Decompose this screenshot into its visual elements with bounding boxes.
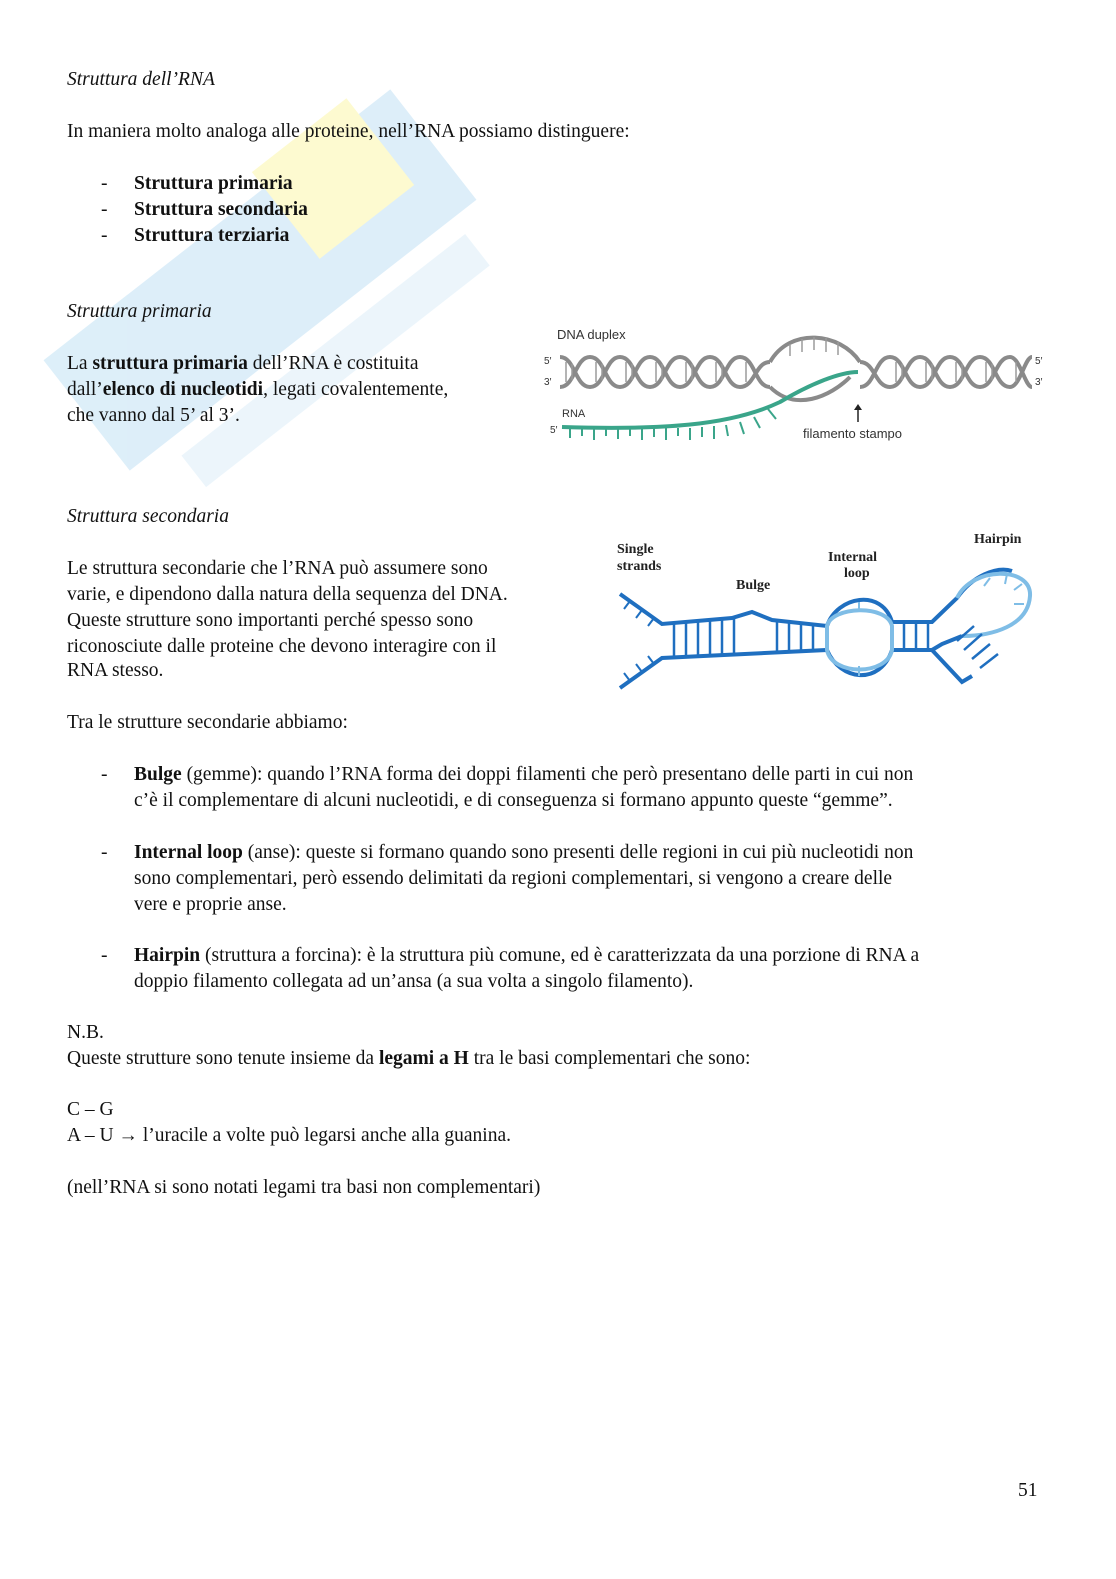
secondary-types-intro: Tra le strutture secondarie abbiamo:	[67, 712, 348, 733]
text-run: , legati covalentemente,	[263, 379, 449, 400]
secondary-para-line: riconosciute dalle proteine che devono interagire con il	[67, 636, 497, 657]
internal-loop-label: Internal	[828, 550, 877, 565]
term-bold: Bulge	[134, 764, 182, 785]
secondary-para-line: RNA stesso.	[67, 660, 164, 681]
dna-transcription-figure	[540, 322, 1050, 450]
heading-rna-structure: Struttura dell’RNA	[67, 69, 215, 90]
bulge-line-1	[134, 762, 913, 788]
primary-line-3: che vanno dal 5’ al 3’.	[67, 405, 240, 426]
term-bold: Hairpin	[134, 945, 201, 966]
list-dash: -	[101, 842, 108, 863]
internal-loop-label: loop	[844, 566, 870, 581]
pair-cg: C – G	[67, 1099, 114, 1120]
dna-helix-right	[860, 357, 1032, 387]
secondary-para-line: varie, e dipendono dalla natura della sequenza del DNA.	[67, 584, 508, 605]
five-prime-label: 5′	[544, 356, 552, 367]
hairpin-label: Hairpin	[974, 532, 1022, 547]
dna-bubble-top	[770, 338, 860, 362]
text-run-bold: struttura primaria	[92, 353, 248, 374]
non-complementary-note: (nell’RNA si sono notati legami tra basi non complementari)	[67, 1177, 541, 1198]
list-item: Struttura primaria	[134, 173, 293, 194]
rna-top-strand	[620, 570, 1012, 626]
heading-secondary-structure: Struttura secondaria	[67, 506, 229, 527]
watermark-logo	[20, 40, 500, 520]
text-run: (gemme): quando l’RNA forma dei doppi filamenti che però presentano delle parti in cui non	[181, 764, 914, 785]
text-run-bold: legami a H	[378, 1048, 469, 1069]
text-run: (struttura a forcina): è la struttura più comune, ed è caratterizzata da una porzione di RNA a	[200, 945, 920, 966]
nb-line	[67, 1046, 750, 1072]
single-strands-label: strands	[617, 559, 662, 574]
dna-helix-left	[560, 357, 770, 387]
text-run: dell’RNA è costituita	[247, 353, 419, 374]
hairpin-line-2: doppio filamento collegata ad un’ansa (a sua volta a singolo filamento).	[134, 971, 694, 992]
internal-loop	[827, 610, 892, 669]
list-dash: -	[101, 173, 108, 194]
internal-loop-line-3: vere e proprie anse.	[134, 894, 287, 915]
bulge-line-2: c’è il complementare di alcuni nucleotidi, e di conseguenza si formano appunto queste “gemme”.	[134, 790, 893, 811]
list-item: Struttura terziaria	[134, 225, 290, 246]
three-prime-label: 3′	[544, 377, 552, 388]
list-item: Struttura secondaria	[134, 199, 308, 220]
five-prime-label: 5′	[1035, 356, 1043, 367]
text-run-bold: elenco di nucleotidi	[102, 379, 264, 400]
arrow-up-icon	[854, 404, 862, 410]
hairpin-line-1	[134, 943, 919, 969]
text-run: La	[67, 353, 93, 374]
rna-secondary-structure-figure	[612, 526, 1042, 704]
secondary-para-line: Le struttura secondarie che l’RNA può assumere sono	[67, 558, 488, 579]
text-run: tra le basi complementari che sono:	[468, 1048, 751, 1069]
pair-au: A – U → l’uracile a volte può legarsi anche alla guanina.	[67, 1125, 512, 1146]
primary-line-1	[67, 351, 419, 377]
internal-loop-line-1	[134, 840, 913, 866]
nb-label: N.B.	[67, 1022, 104, 1043]
text-run: (anse): queste si formano quando sono presenti delle regioni in cui più nucleotidi non	[242, 842, 914, 863]
dna-duplex-label: DNA duplex	[557, 327, 626, 342]
page-number: 51	[1018, 1480, 1038, 1501]
internal-loop-line-2: sono complementari, però essendo delimitati da regioni complementari, si vengono a creare delle	[134, 868, 893, 889]
list-dash: -	[101, 225, 108, 246]
list-dash: -	[101, 945, 108, 966]
list-dash: -	[101, 764, 108, 785]
intro-text: In maniera molto analoga alle proteine, nell’RNA possiamo distinguere:	[67, 121, 630, 142]
heading-primary-structure: Struttura primaria	[67, 301, 212, 322]
three-prime-label: 3′	[1035, 377, 1043, 388]
rna-label: RNA	[562, 408, 586, 420]
single-strands-label: Single	[617, 542, 654, 557]
rna-five-prime-label: 5′	[550, 425, 558, 436]
text-run: dall’	[67, 379, 103, 400]
hairpin-stem	[932, 636, 962, 650]
template-strand-label: filamento stampo	[803, 426, 902, 441]
term-bold: Internal loop	[134, 842, 243, 863]
primary-line-2	[67, 377, 448, 403]
secondary-para-line: Queste strutture sono importanti perché spesso sono	[67, 610, 474, 631]
bulge-label: Bulge	[736, 578, 771, 593]
template-strand	[770, 377, 850, 400]
text-run: Queste strutture sono tenute insieme da	[67, 1048, 379, 1069]
list-dash: -	[101, 199, 108, 220]
